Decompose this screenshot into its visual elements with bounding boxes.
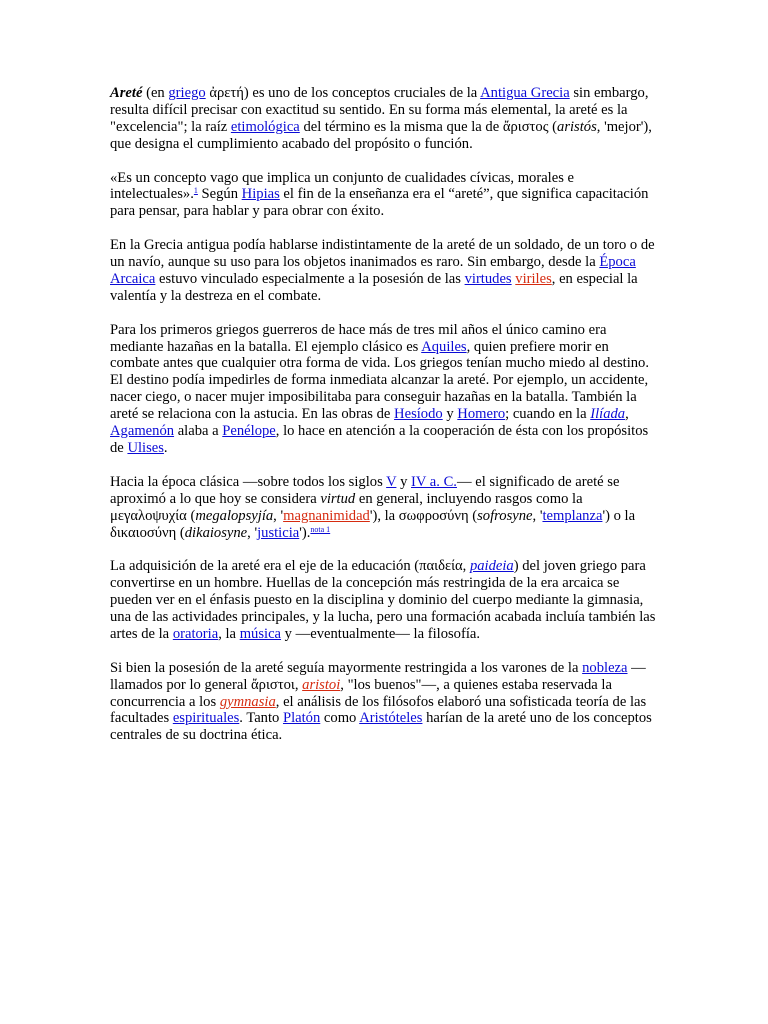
link-homero[interactable]: Homero (457, 406, 506, 423)
link-griego[interactable]: griego (168, 85, 206, 101)
link-hesiodo[interactable]: Hesíodo (394, 406, 443, 423)
link-espirituales[interactable]: espirituales (172, 710, 240, 727)
link-virtudes[interactable]: virtudes (464, 270, 512, 287)
paragraph-1: Areté (en griego ἀρετή) es uno de los conceptos cruciales de la Antigua Grecia sin embargo, resulta difícil precisar con exactitud su sentido. En su forma más elemental, la areté es la "excelencia"; la raíz etimológica del término es la misma que la de ἄριστος (aristós, 'mejor'), que designa el cumplimiento acabado del propósito o función. (110, 85, 652, 152)
link-etimologica[interactable]: etimológica (230, 118, 300, 135)
paragraph-3: En la Grecia antigua podía hablarse indistintamente de la areté de un soldado, de un toro o de un navío, aunque su uso para los objetos inanimados es raro. Sin embargo, desde la Época Arcaica estuvo vinculado especialmente a la posesión de las virtudes viriles, en especial la valentía y la destreza en el combate. (110, 237, 655, 304)
link-siglo-iv-ac[interactable]: IV a. C. (411, 473, 457, 490)
link-oratoria[interactable]: oratoria (172, 625, 219, 642)
term-arete: Areté (110, 85, 143, 101)
paragraph-4: Para los primeros griegos guerreros de hace más de tres mil años el único camino era mediante hazañas en la batalla. El ejemplo clásico es Aquiles, quien prefiere morir en combate antes que cualquier otra forma de vida. Los griegos tenían mucho miedo al destino. El destino podía impedirles de forma inmediata alcanzar la areté. Por ejemplo, un accidente, nacer ciego, o nacer mujer imposibilitaba para conseguir hazañas en la batalla. También la areté se relaciona con la astucia. En las obras de Hesíodo y Homero; cuando en la Ilíada, Agamenón alaba a Penélope, lo hace en atención a la cooperación de ésta con los propósitos de Ulises. (110, 321, 649, 456)
link-iliada[interactable]: Ilíada (590, 406, 626, 423)
link-antigua-grecia[interactable]: Antigua Grecia (480, 85, 570, 101)
link-agamenon[interactable]: Agamenón (110, 423, 175, 440)
link-paideia[interactable]: paideia (469, 558, 514, 575)
link-templanza[interactable]: templanza (542, 507, 603, 524)
link-platon[interactable]: Platón (282, 710, 321, 727)
link-aristoteles[interactable]: Aristóteles (359, 710, 423, 727)
paragraph-7: Si bien la posesión de la areté seguía mayormente restringida a los varones de la nobleza —llamados por lo general ἄριστοι, aristoi, "los buenos"—, a quienes estaba reservada la concurrencia a los gymnasia, el análisis de los filósofos elaboró una sofisticada teoría de las facultades espirituales. Tanto Platón como Aristóteles harían de la areté uno de los conceptos centrales de su doctrina ética. (110, 659, 652, 744)
paragraph-2: «Es un concepto vago que implica un conjunto de cualidades cívicas, morales e intelectuales».$^1$ Según Hipias el fin de la enseñanza era el “areté”, que significa capacitación para pensar, para hablar y para obrar con éxito. (110, 169, 649, 220)
link-musica[interactable]: música (239, 625, 282, 642)
link-epoca-arcaica[interactable]: Época Arcaica (110, 254, 636, 287)
link-gymnasia[interactable]: gymnasia (219, 693, 276, 710)
link-aristoi[interactable]: aristoi (302, 676, 341, 693)
paragraph-5: Hacia la época clásica —sobre todos los siglos V y IV a. C.— el significado de areté se aproximó a lo que hoy se considera virtud en general, incluyendo rasgos como la μεγαλοψυχία (megalopsyjía, 'magnanimidad'), la σωφροσύνη (sofrosyne, 'templanza') o la δικαιοσύνη (dikaiosyne, 'justicia').$^{nota 1}$ (110, 473, 636, 541)
link-ulises[interactable]: Ulises (127, 439, 164, 456)
link-penelope[interactable]: Penélope (222, 423, 276, 440)
link-siglo-v[interactable]: V (386, 473, 397, 490)
link-justicia[interactable]: justicia (257, 524, 300, 541)
footnote-ref-1[interactable]: 1 (193, 186, 198, 196)
footnote-ref-nota-1[interactable]: nota 1 (310, 524, 331, 534)
link-nobleza[interactable]: nobleza (582, 659, 628, 676)
link-hipias[interactable]: Hipias (241, 186, 280, 203)
paragraph-6: La adquisición de la areté era el eje de la educación (παιδεία, paideia) del joven griego para convertirse en un hombre. Huellas de la concepción más restringida de la era arcaica se pueden ver en el énfasis puesto en la disciplina y dominio del cuerpo mediante la gimnasia, una de las actividades principales, y la lucha, pero una formación acabada incluía también las artes de la oratoria, la música y —eventualmente— la filosofía. (110, 558, 656, 642)
link-magnanimidad[interactable]: magnanimidad (283, 507, 370, 524)
article-body (110, 85, 658, 761)
link-aquiles[interactable]: Aquiles (421, 338, 467, 355)
link-viriles[interactable]: viriles (515, 270, 552, 287)
